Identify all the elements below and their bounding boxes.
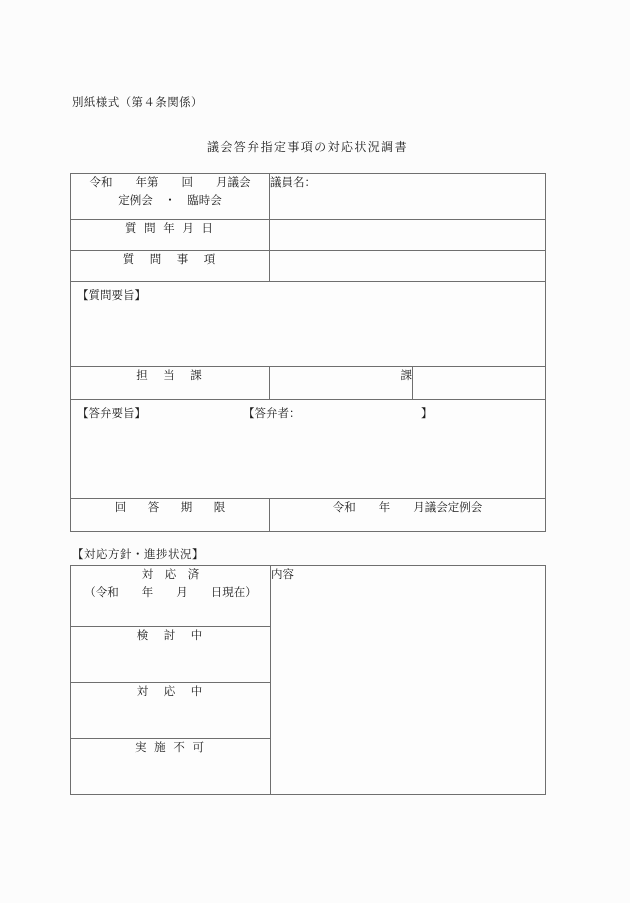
table-row-question-date (71, 220, 546, 251)
question-item-value-cell[interactable] (270, 251, 546, 282)
answer-summary-label: 【答弁要旨】 (77, 406, 146, 420)
main-form-table (70, 173, 546, 532)
form-code-label: 別紙様式（第４条関係） (72, 95, 203, 109)
question-date-value-cell[interactable] (270, 220, 546, 251)
status-label-considering[interactable] (71, 627, 271, 683)
table-row-department (71, 367, 546, 400)
deadline-value-cell[interactable] (270, 499, 546, 532)
status-content-cell[interactable] (271, 566, 546, 795)
session-line-2: 定例会 ・ 臨時会 (118, 192, 222, 207)
answerer-label-close: 】 (421, 406, 433, 420)
table-row (71, 566, 546, 627)
answerer-label-open: 【答弁者： (243, 406, 301, 420)
status-label-line-1: 対 応 中 (136, 684, 205, 698)
table-row-question-item (71, 251, 546, 282)
deadline-label (71, 499, 270, 532)
status-label-line-1: 検 討 中 (136, 628, 205, 642)
page-title: 議会答弁指定事項の対応状況調書 (206, 140, 408, 154)
deadline-value-text: 令和 年 月議会定例会 (332, 500, 483, 514)
table-row-session (71, 174, 546, 220)
table-row-deadline (71, 499, 546, 532)
answer-summary-cell[interactable] (71, 400, 546, 499)
status-label-in-progress[interactable] (71, 683, 271, 739)
member-name-label: 議員名： (270, 175, 316, 189)
department-value-cell[interactable] (270, 367, 413, 400)
status-label-line-1: 実 施 不 可 (135, 740, 206, 754)
answer-summary-header-row (71, 400, 545, 421)
status-label-line-2: （令和 年 月 日現在） (84, 584, 257, 599)
question-summary-label: 【質問要旨】 (77, 288, 146, 302)
status-section-heading: 【対応方針・進捗状況】 (72, 547, 204, 561)
table-row-question-summary (71, 282, 546, 367)
department-label (71, 367, 270, 400)
status-content-header: 内容 (271, 567, 294, 581)
status-label-line-1: 対 応 済 (141, 567, 200, 581)
question-item-label-text: 質 問 事 項 (122, 252, 218, 266)
deadline-label-text: 回 答 期 限 (114, 500, 231, 514)
table-row-answer-summary (71, 400, 546, 499)
department-extra-cell[interactable] (413, 367, 546, 400)
status-table (70, 565, 546, 795)
question-summary-cell[interactable] (71, 282, 546, 367)
question-date-label (71, 220, 270, 251)
department-label-text: 担 当 課 (136, 368, 204, 382)
status-label-done[interactable] (71, 566, 271, 627)
question-date-label-text: 質 問 年 月 日 (124, 221, 216, 235)
session-label-block (71, 174, 269, 210)
status-label-block (71, 566, 270, 602)
department-suffix-label: 課 (400, 368, 412, 382)
question-item-label (71, 251, 270, 282)
status-label-not-feasible[interactable] (71, 739, 271, 795)
member-name-cell[interactable] (270, 174, 546, 220)
session-line-1: 令和 年第 回 月議会 (89, 175, 251, 189)
session-cell (71, 174, 270, 220)
